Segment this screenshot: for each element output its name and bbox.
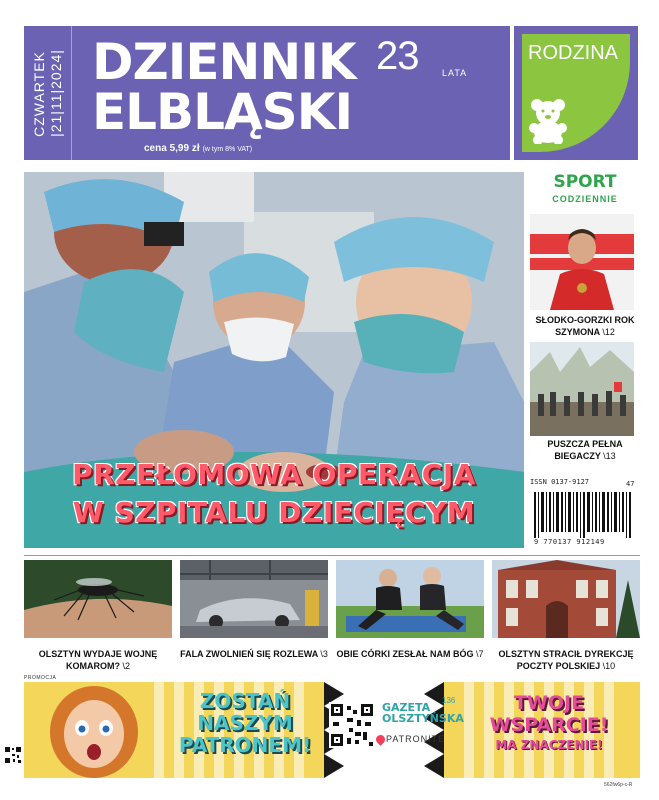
story-caption-daughters-line1: OBIE CÓRKI ZESŁAŁ NAM BÓG bbox=[336, 649, 474, 659]
sport-caption-1[interactable] bbox=[530, 314, 640, 338]
day-of-week: CZWARTEK bbox=[31, 51, 47, 137]
issue-number: 47 bbox=[626, 480, 635, 488]
sport-caption-2[interactable] bbox=[530, 438, 640, 462]
masthead bbox=[24, 26, 510, 160]
patronite-label: PATRONITE bbox=[386, 734, 446, 744]
promo-left-line1: ZOSTAŃ bbox=[199, 689, 291, 713]
story-caption-daughters-page: \7 bbox=[476, 649, 484, 659]
promo-left-text bbox=[170, 690, 320, 756]
story-caption-layoffs-page: \3 bbox=[320, 649, 328, 659]
barcode-icon bbox=[534, 492, 634, 538]
sport-column bbox=[530, 172, 640, 548]
promo-left-line3: PATRONEM! bbox=[178, 733, 312, 757]
story-layoffs[interactable] bbox=[180, 560, 328, 660]
price-value: cena 5,99 zł bbox=[144, 143, 200, 154]
barcode-number: 9 770137 912149 bbox=[534, 538, 605, 546]
gazeta-line1: GAZETA bbox=[382, 701, 431, 714]
price bbox=[144, 143, 252, 154]
teddy-bear-icon bbox=[528, 98, 568, 144]
story-caption-post-office bbox=[492, 648, 640, 672]
promo-banner[interactable] bbox=[24, 682, 640, 778]
story-post-office[interactable] bbox=[492, 560, 640, 672]
story-caption-layoffs-line1: FALA ZWOLNIEŃ SIĘ ROZLEWA bbox=[180, 649, 318, 659]
gazeta-logo bbox=[382, 702, 464, 724]
story-caption-layoffs bbox=[180, 648, 328, 660]
sport-caption-1-page: \12 bbox=[602, 327, 615, 337]
story-caption-mosquito-line2: KOMAROM? bbox=[65, 661, 120, 671]
story-caption-post-office-line1: OLSZTYN STRACIŁ DYREKCJĘ bbox=[498, 649, 634, 659]
section-divider bbox=[24, 555, 640, 556]
gazeta-years: 136 bbox=[442, 696, 456, 705]
athlete-image bbox=[530, 214, 634, 310]
sport-caption-2-line1: PUSZCZA PEŁNA bbox=[547, 439, 623, 449]
sport-subtitle: CODZIENNIE bbox=[552, 194, 618, 204]
story-caption-post-office-page: \10 bbox=[602, 661, 616, 671]
sport-caption-1-line1: SŁODKO-GORZKI ROK bbox=[535, 315, 635, 325]
gazeta-line2: OLSZTYŃSKA bbox=[382, 712, 464, 725]
story-daughters[interactable] bbox=[336, 560, 484, 660]
promo-label: PROMOCJA bbox=[24, 675, 57, 681]
runners-image bbox=[530, 342, 634, 436]
supplement-title: RODZINA bbox=[528, 42, 618, 64]
title-dziennik: DZIENNIK bbox=[92, 33, 356, 91]
date-strip bbox=[24, 26, 72, 160]
story-caption-mosquito-page: \2 bbox=[122, 661, 131, 671]
corner-qr-icon bbox=[4, 746, 22, 764]
story-caption-mosquito-line1: OLSZTYN WYDAJE WOJNĘ bbox=[38, 649, 158, 659]
story-mosquito[interactable] bbox=[24, 560, 172, 672]
story-caption-post-office-line2: POCZTY POLSKIEJ bbox=[516, 661, 601, 671]
sport-caption-2-line2: BIEGACZY bbox=[554, 451, 601, 461]
headline-line-2: W SZPITALU DZIECIĘCYM bbox=[72, 496, 476, 529]
sport-title: SPORT bbox=[553, 172, 617, 192]
price-vat: (w tym 8% VAT) bbox=[202, 146, 253, 153]
issn-number: ISSN 0137-9127 bbox=[530, 478, 590, 486]
story-image-building bbox=[492, 560, 640, 638]
story-caption-mosquito bbox=[24, 648, 172, 672]
footer-code: 562fw6p-c-R bbox=[604, 782, 633, 788]
issue-date: |21|11|2024| bbox=[48, 49, 64, 137]
story-caption-daughters bbox=[336, 648, 484, 660]
sport-caption-2-page: \13 bbox=[603, 451, 616, 461]
promo-right-text bbox=[460, 692, 638, 754]
story-image-daughters bbox=[336, 560, 484, 638]
runners-photo[interactable] bbox=[530, 342, 634, 436]
headline-line-1: PRZEŁOMOWA OPERACJA bbox=[72, 458, 476, 491]
promo-right-line2: WSPARCIE! bbox=[489, 714, 609, 736]
title-elblaski: ELBLĄSKI bbox=[92, 83, 353, 141]
anniversary-unit: LATA bbox=[442, 68, 468, 78]
athlete-photo[interactable] bbox=[530, 214, 634, 310]
story-image-mosquito bbox=[24, 560, 172, 638]
promo-left-line2: NASZYM bbox=[197, 711, 293, 735]
promo-right-line3: MA ZNACZENIE! bbox=[495, 738, 603, 752]
promo-right-line1: TWOJE bbox=[513, 692, 585, 714]
sport-caption-1-line2: SZYMONA bbox=[555, 327, 600, 337]
anniversary-number: 23 bbox=[376, 34, 419, 78]
qr-code-icon[interactable] bbox=[329, 702, 375, 748]
supplement-badge bbox=[522, 34, 630, 152]
story-image-factory bbox=[180, 560, 328, 638]
supplement-box[interactable] bbox=[514, 26, 638, 160]
